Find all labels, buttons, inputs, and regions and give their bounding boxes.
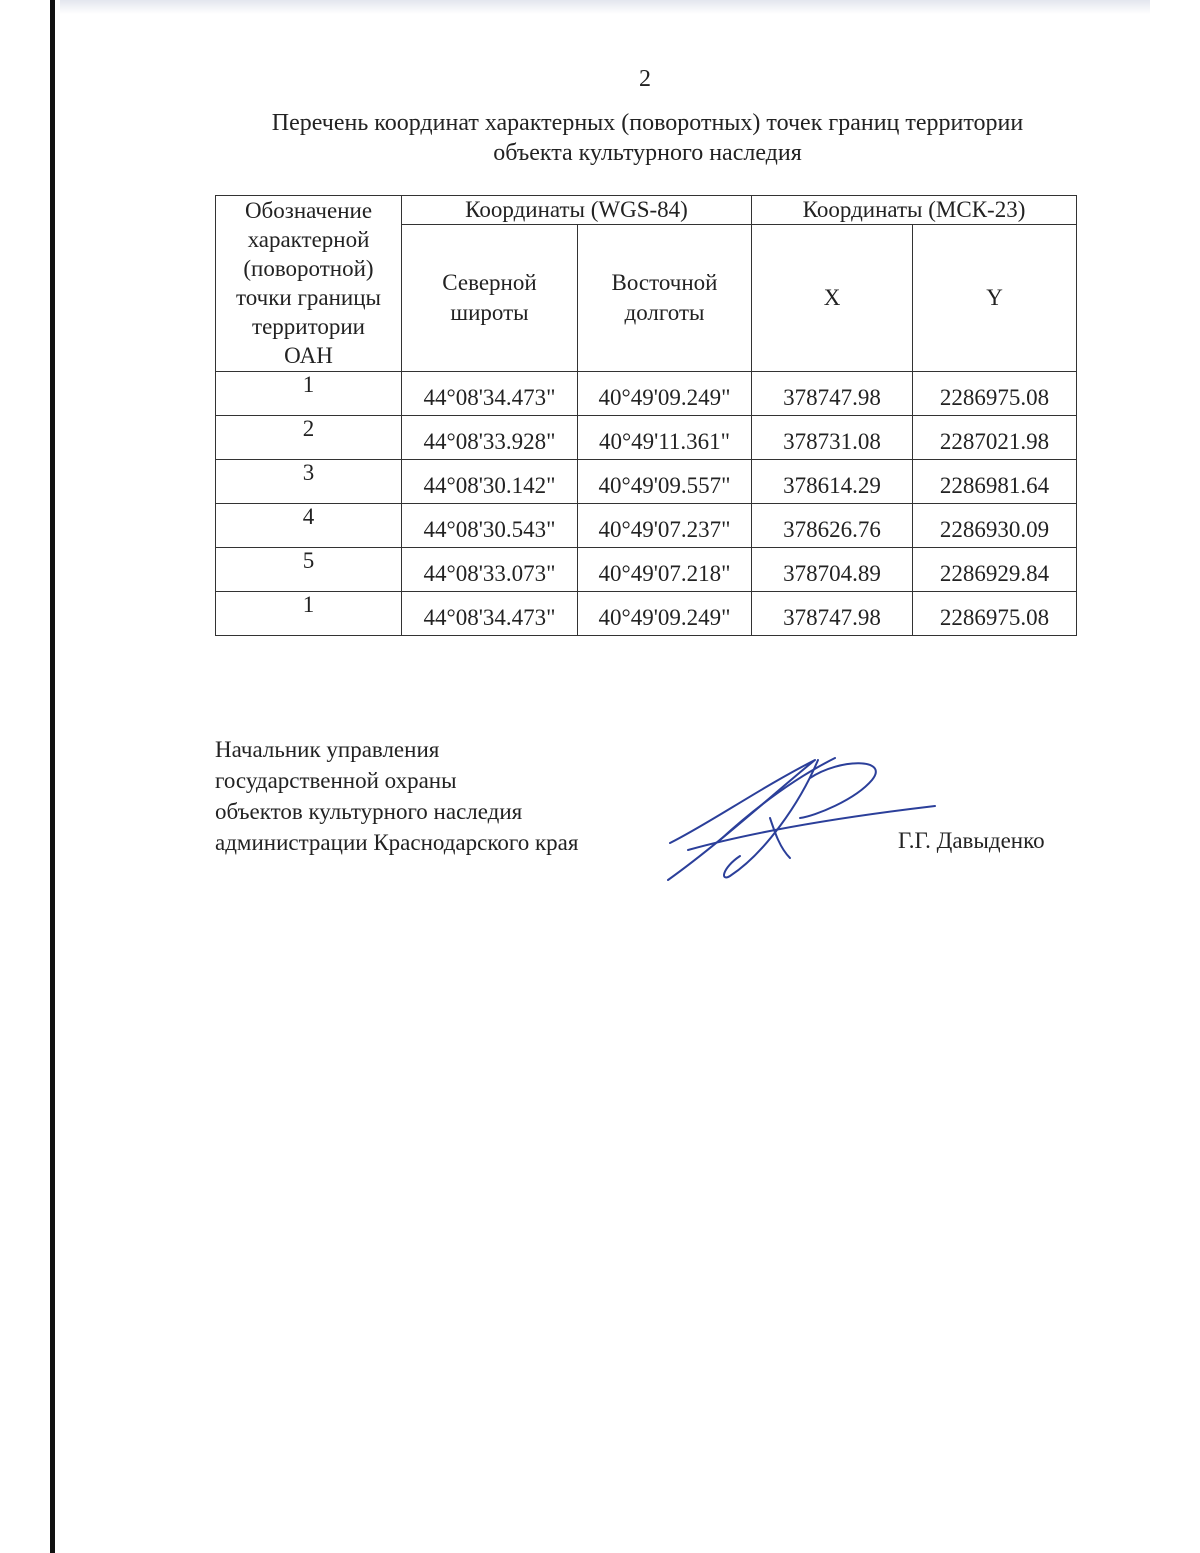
longitude-header-line: долготы (624, 300, 705, 325)
table-row (216, 504, 1077, 548)
longitude-header (578, 225, 752, 372)
point-header-line: территории (252, 314, 365, 339)
x-cell: 378747.98 (752, 592, 913, 636)
point-header-line: (поворотной) (243, 256, 374, 281)
y-cell: 2286981.64 (913, 460, 1077, 504)
msk23-group-header: Координаты (МСК-23) (752, 196, 1077, 225)
longitude-cell: 40°49'09.249" (578, 372, 752, 416)
y-header: Y (913, 225, 1077, 372)
x-cell: 378731.08 (752, 416, 913, 460)
x-cell: 378614.29 (752, 460, 913, 504)
y-cell: 2286930.09 (913, 504, 1077, 548)
table-row (216, 372, 1077, 416)
table-row (216, 592, 1077, 636)
signatory-line: государственной охраны (215, 768, 457, 793)
longitude-cell: 40°49'11.361" (578, 416, 752, 460)
y-cell: 2287021.98 (913, 416, 1077, 460)
latitude-header-line: Северной (442, 270, 537, 295)
signatory-title (215, 734, 655, 858)
latitude-cell: 44°08'34.473" (402, 592, 578, 636)
point-designation-header (216, 196, 402, 372)
longitude-header-line: Восточной (611, 270, 718, 295)
heading-line-1: Перечень координат характерных (поворотных) точек границ территории (271, 110, 1024, 136)
latitude-cell: 44°08'33.928" (402, 416, 578, 460)
point-header-line: Обозначение (244, 198, 373, 223)
longitude-cell: 40°49'07.218" (578, 548, 752, 592)
y-cell: 2286975.08 (913, 592, 1077, 636)
point-header-line: ОАН (284, 343, 333, 368)
point-cell: 3 (216, 460, 402, 504)
point-header-line: характерной (247, 227, 370, 252)
table-row (216, 460, 1077, 504)
signer-name: Г.Г. Давыденко (898, 828, 1045, 853)
point-cell: 5 (216, 548, 402, 592)
wgs84-group-header: Координаты (WGS-84) (402, 196, 752, 225)
table-row (216, 416, 1077, 460)
longitude-cell: 40°49'09.249" (578, 592, 752, 636)
longitude-cell: 40°49'07.237" (578, 504, 752, 548)
signatory-line: Начальник управления (215, 737, 440, 762)
latitude-header-line: широты (450, 300, 529, 325)
longitude-cell: 40°49'09.557" (578, 460, 752, 504)
page-number: 2 (639, 66, 651, 92)
point-cell: 1 (216, 372, 402, 416)
scan-top-bleed (60, 0, 1150, 14)
x-cell: 378626.76 (752, 504, 913, 548)
latitude-header (402, 225, 578, 372)
latitude-cell: 44°08'30.142" (402, 460, 578, 504)
signatory-line: администрации Краснодарского края (215, 830, 579, 855)
point-cell: 4 (216, 504, 402, 548)
point-header-line: точки границы (236, 285, 381, 310)
heading-line-2: объекта культурного наследия (493, 140, 802, 166)
x-cell: 378747.98 (752, 372, 913, 416)
x-cell: 378704.89 (752, 548, 913, 592)
point-cell: 1 (216, 592, 402, 636)
handwritten-signature (650, 748, 950, 888)
signatory-line: объектов культурного наследия (215, 799, 523, 824)
latitude-cell: 44°08'34.473" (402, 372, 578, 416)
x-header: X (752, 225, 913, 372)
point-cell: 2 (216, 416, 402, 460)
table-row (216, 548, 1077, 592)
document-heading (200, 108, 1095, 168)
latitude-cell: 44°08'30.543" (402, 504, 578, 548)
scan-left-edge (50, 0, 55, 1553)
latitude-cell: 44°08'33.073" (402, 548, 578, 592)
y-cell: 2286929.84 (913, 548, 1077, 592)
coordinates-table (215, 195, 1077, 636)
y-cell: 2286975.08 (913, 372, 1077, 416)
